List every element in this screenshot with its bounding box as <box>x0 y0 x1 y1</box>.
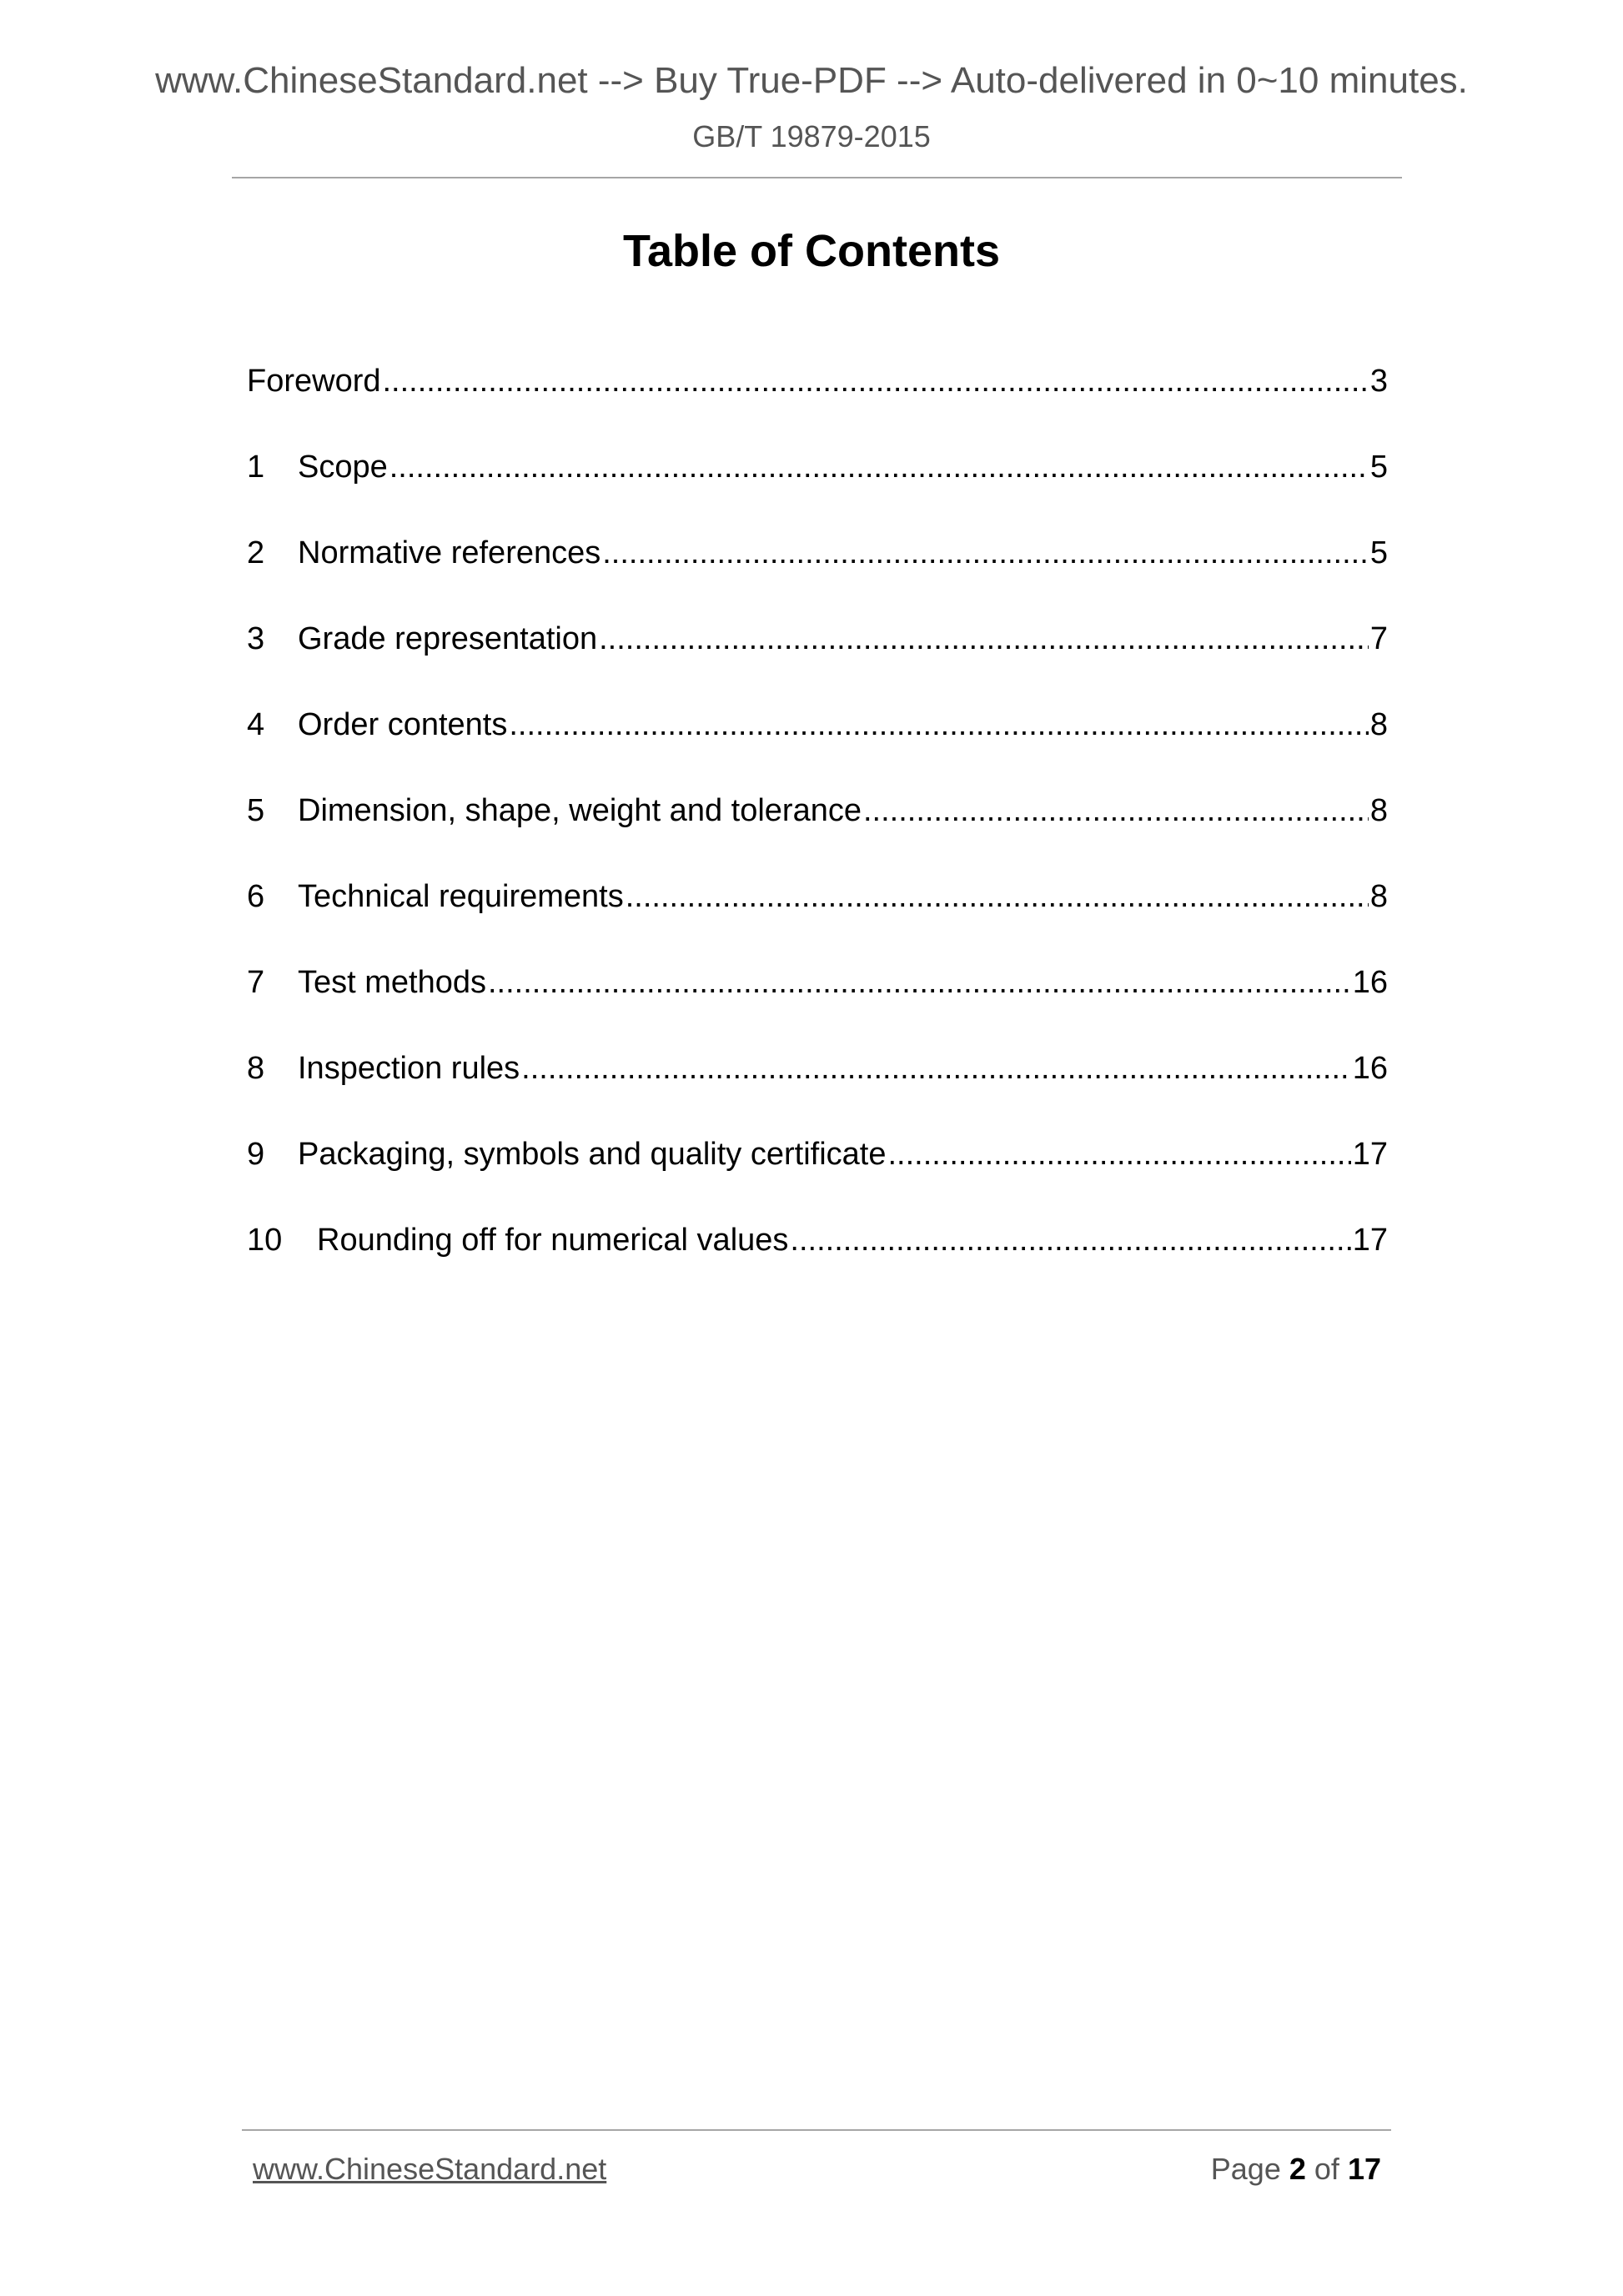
toc-entry-order-contents[interactable] <box>247 702 1388 788</box>
toc-entry-number: 4 <box>247 707 265 742</box>
toc-entry-label: Inspection rules <box>298 1051 520 1086</box>
toc-entry-number: 1 <box>247 450 265 485</box>
toc-entry-page: 16 <box>1352 1051 1388 1086</box>
toc-entry-label: Rounding off for numerical values <box>317 1223 789 1258</box>
toc-leader-dots <box>790 1218 1350 1263</box>
toc-entry-number: 2 <box>247 535 265 570</box>
toc-leader-dots <box>383 359 1369 404</box>
toc-leader-dots <box>863 788 1369 833</box>
footer-divider <box>242 2129 1391 2131</box>
toc-entry-page: 16 <box>1352 965 1388 1000</box>
footer-website-link[interactable]: www.ChineseStandard.net <box>253 2152 607 2186</box>
toc-leader-dots <box>599 616 1369 661</box>
toc-leader-dots <box>509 702 1369 747</box>
page-current: 2 <box>1289 2152 1306 2186</box>
toc-entry-page: 5 <box>1369 535 1388 570</box>
toc-entry-label: Test methods <box>298 965 486 1000</box>
standard-code: GB/T 19879-2015 <box>692 119 931 153</box>
toc-leader-dots <box>521 1046 1351 1091</box>
toc-entry-label: Packaging, symbols and quality certificate <box>298 1137 887 1172</box>
toc-entry-foreword[interactable] <box>247 359 1388 445</box>
toc-entry-page: 8 <box>1369 793 1388 828</box>
toc-entry-label: Technical requirements <box>298 879 624 914</box>
toc-entry-page: 5 <box>1369 450 1388 485</box>
toc-entry-number: 3 <box>247 621 265 656</box>
header-banner: www.ChineseStandard.net --> Buy True-PDF --> Auto-delivered in 0~10 minutes. <box>155 60 1468 101</box>
toc-entry-number: 7 <box>247 965 265 1000</box>
toc-entry-number: 10 <box>247 1223 283 1258</box>
header-divider <box>232 177 1402 178</box>
page-indicator <box>1211 2152 1381 2187</box>
page-of: of <box>1314 2152 1339 2186</box>
toc-entry-inspection-rules[interactable] <box>247 1046 1388 1132</box>
toc-leader-dots <box>887 1132 1350 1177</box>
table-of-contents <box>247 359 1388 1304</box>
toc-entry-page: 3 <box>1369 364 1388 399</box>
toc-entry-rounding-off[interactable] <box>247 1218 1388 1304</box>
toc-entry-label: Dimension, shape, weight and tolerance <box>298 793 862 828</box>
toc-leader-dots <box>488 960 1351 1005</box>
toc-entry-technical-requirements[interactable] <box>247 874 1388 960</box>
toc-entry-scope[interactable] <box>247 445 1388 530</box>
page-total: 17 <box>1347 2152 1381 2186</box>
toc-leader-dots <box>389 445 1369 490</box>
toc-entry-normative-references[interactable] <box>247 530 1388 616</box>
toc-entry-label: Scope <box>298 450 388 485</box>
toc-entry-page: 17 <box>1352 1223 1388 1258</box>
toc-entry-label: Grade representation <box>298 621 598 656</box>
toc-entry-page: 8 <box>1369 707 1388 742</box>
toc-entry-page: 8 <box>1369 879 1388 914</box>
toc-entry-label: Order contents <box>298 707 508 742</box>
page-title: Table of Contents <box>623 226 1000 276</box>
toc-entry-number: 8 <box>247 1051 265 1086</box>
page-prefix: Page <box>1210 2152 1281 2186</box>
toc-entry-test-methods[interactable] <box>247 960 1388 1046</box>
toc-entry-page: 7 <box>1369 621 1388 656</box>
toc-entry-dimension-shape[interactable] <box>247 788 1388 874</box>
toc-entry-number: 5 <box>247 793 265 828</box>
toc-entry-number: 6 <box>247 879 265 914</box>
toc-entry-label: Normative references <box>298 535 601 570</box>
toc-entry-page: 17 <box>1352 1137 1388 1172</box>
toc-leader-dots <box>602 530 1369 575</box>
toc-entry-number: 9 <box>247 1137 265 1172</box>
toc-entry-label: Foreword <box>247 364 381 399</box>
toc-entry-packaging[interactable] <box>247 1132 1388 1218</box>
toc-entry-grade-representation[interactable] <box>247 616 1388 702</box>
toc-leader-dots <box>626 874 1369 919</box>
